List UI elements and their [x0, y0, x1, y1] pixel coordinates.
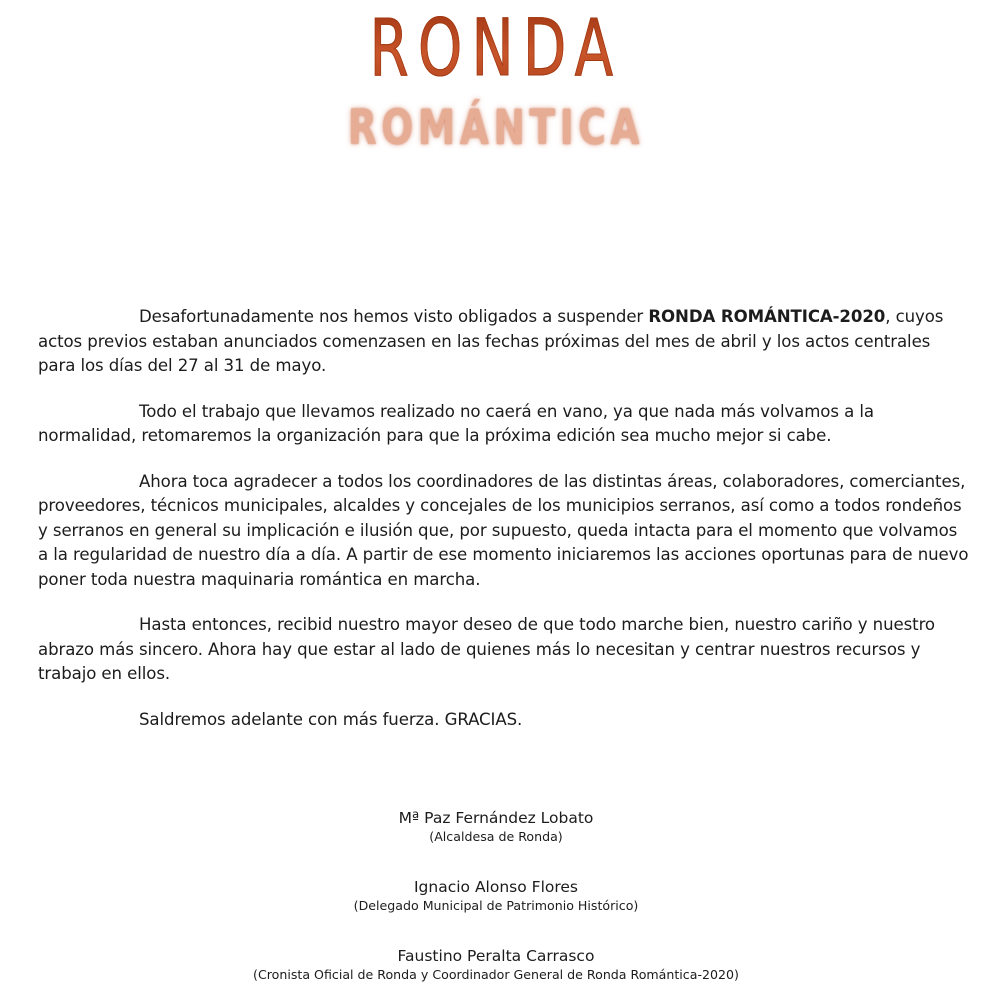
- paragraph-5: Saldremos adelante con más fuerza. GRACIAS.: [139, 709, 523, 729]
- paragraph-1: Desafortunadamente nos hemos visto obligados a suspender RONDA ROMÁNTICA-2020, cuyos actos previos estaban anunciados comenzasen en las fechas próximas del mes de abril y los actos centrales para los días del 27 al 31 de mayo.: [38, 307, 944, 375]
- signature-role: (Alcaldesa de Ronda): [429, 829, 563, 844]
- signature-role: (Delegado Municipal de Patrimonio Histórico): [353, 898, 639, 913]
- signature-name: Mª Paz Fernández Lobato: [398, 809, 594, 827]
- signature-2: [0, 877, 992, 915]
- paragraph-4: Hasta entonces, recibid nuestro mayor deseo de que todo marche bien, nuestro cariño y nuestro abrazo más sincero. Ahora hay que estar al lado de quienes más lo necesitan y centrar nuestros recursos y trabajo en ellos.: [38, 615, 935, 683]
- logo-subtitle: ROMÁNTICA: [347, 100, 645, 156]
- logo-title: RONDA: [139, 4, 853, 94]
- event-name: RONDA ROMÁNTICA-2020: [648, 307, 886, 326]
- signature-3: [0, 946, 992, 984]
- letter-body: [38, 305, 972, 753]
- signature-role: (Cronista Oficial de Ronda y Coordinador General de Ronda Romántica-2020): [253, 967, 739, 982]
- signature-1: [0, 808, 992, 846]
- paragraph-3: Ahora toca agradecer a todos los coordinadores de las distintas áreas, colaboradores, comerciantes, proveedores, técnicos municipales, alcaldes y concejales de los municipios serranos, así como a todos rondeños y serranos en general su implicación e ilusión que, por supuesto, queda intacta para el momento que volvamos a la regularidad de nuestro día a día. A partir de ese momento iniciaremos las acciones oportunas para de nuevo poner toda nuestra maquinaria romántica en marcha.: [38, 471, 969, 589]
- ronda-romantica-logo: [0, 0, 992, 170]
- signature-name: Ignacio Alonso Flores: [413, 878, 579, 896]
- paragraph-2: Todo el trabajo que llevamos realizado no caerá en vano, ya que nada más volvamos a la normalidad, retomaremos la organización para que la próxima edición sea mucho mejor si cabe.: [38, 401, 874, 445]
- signature-name: Faustino Peralta Carrasco: [397, 947, 595, 965]
